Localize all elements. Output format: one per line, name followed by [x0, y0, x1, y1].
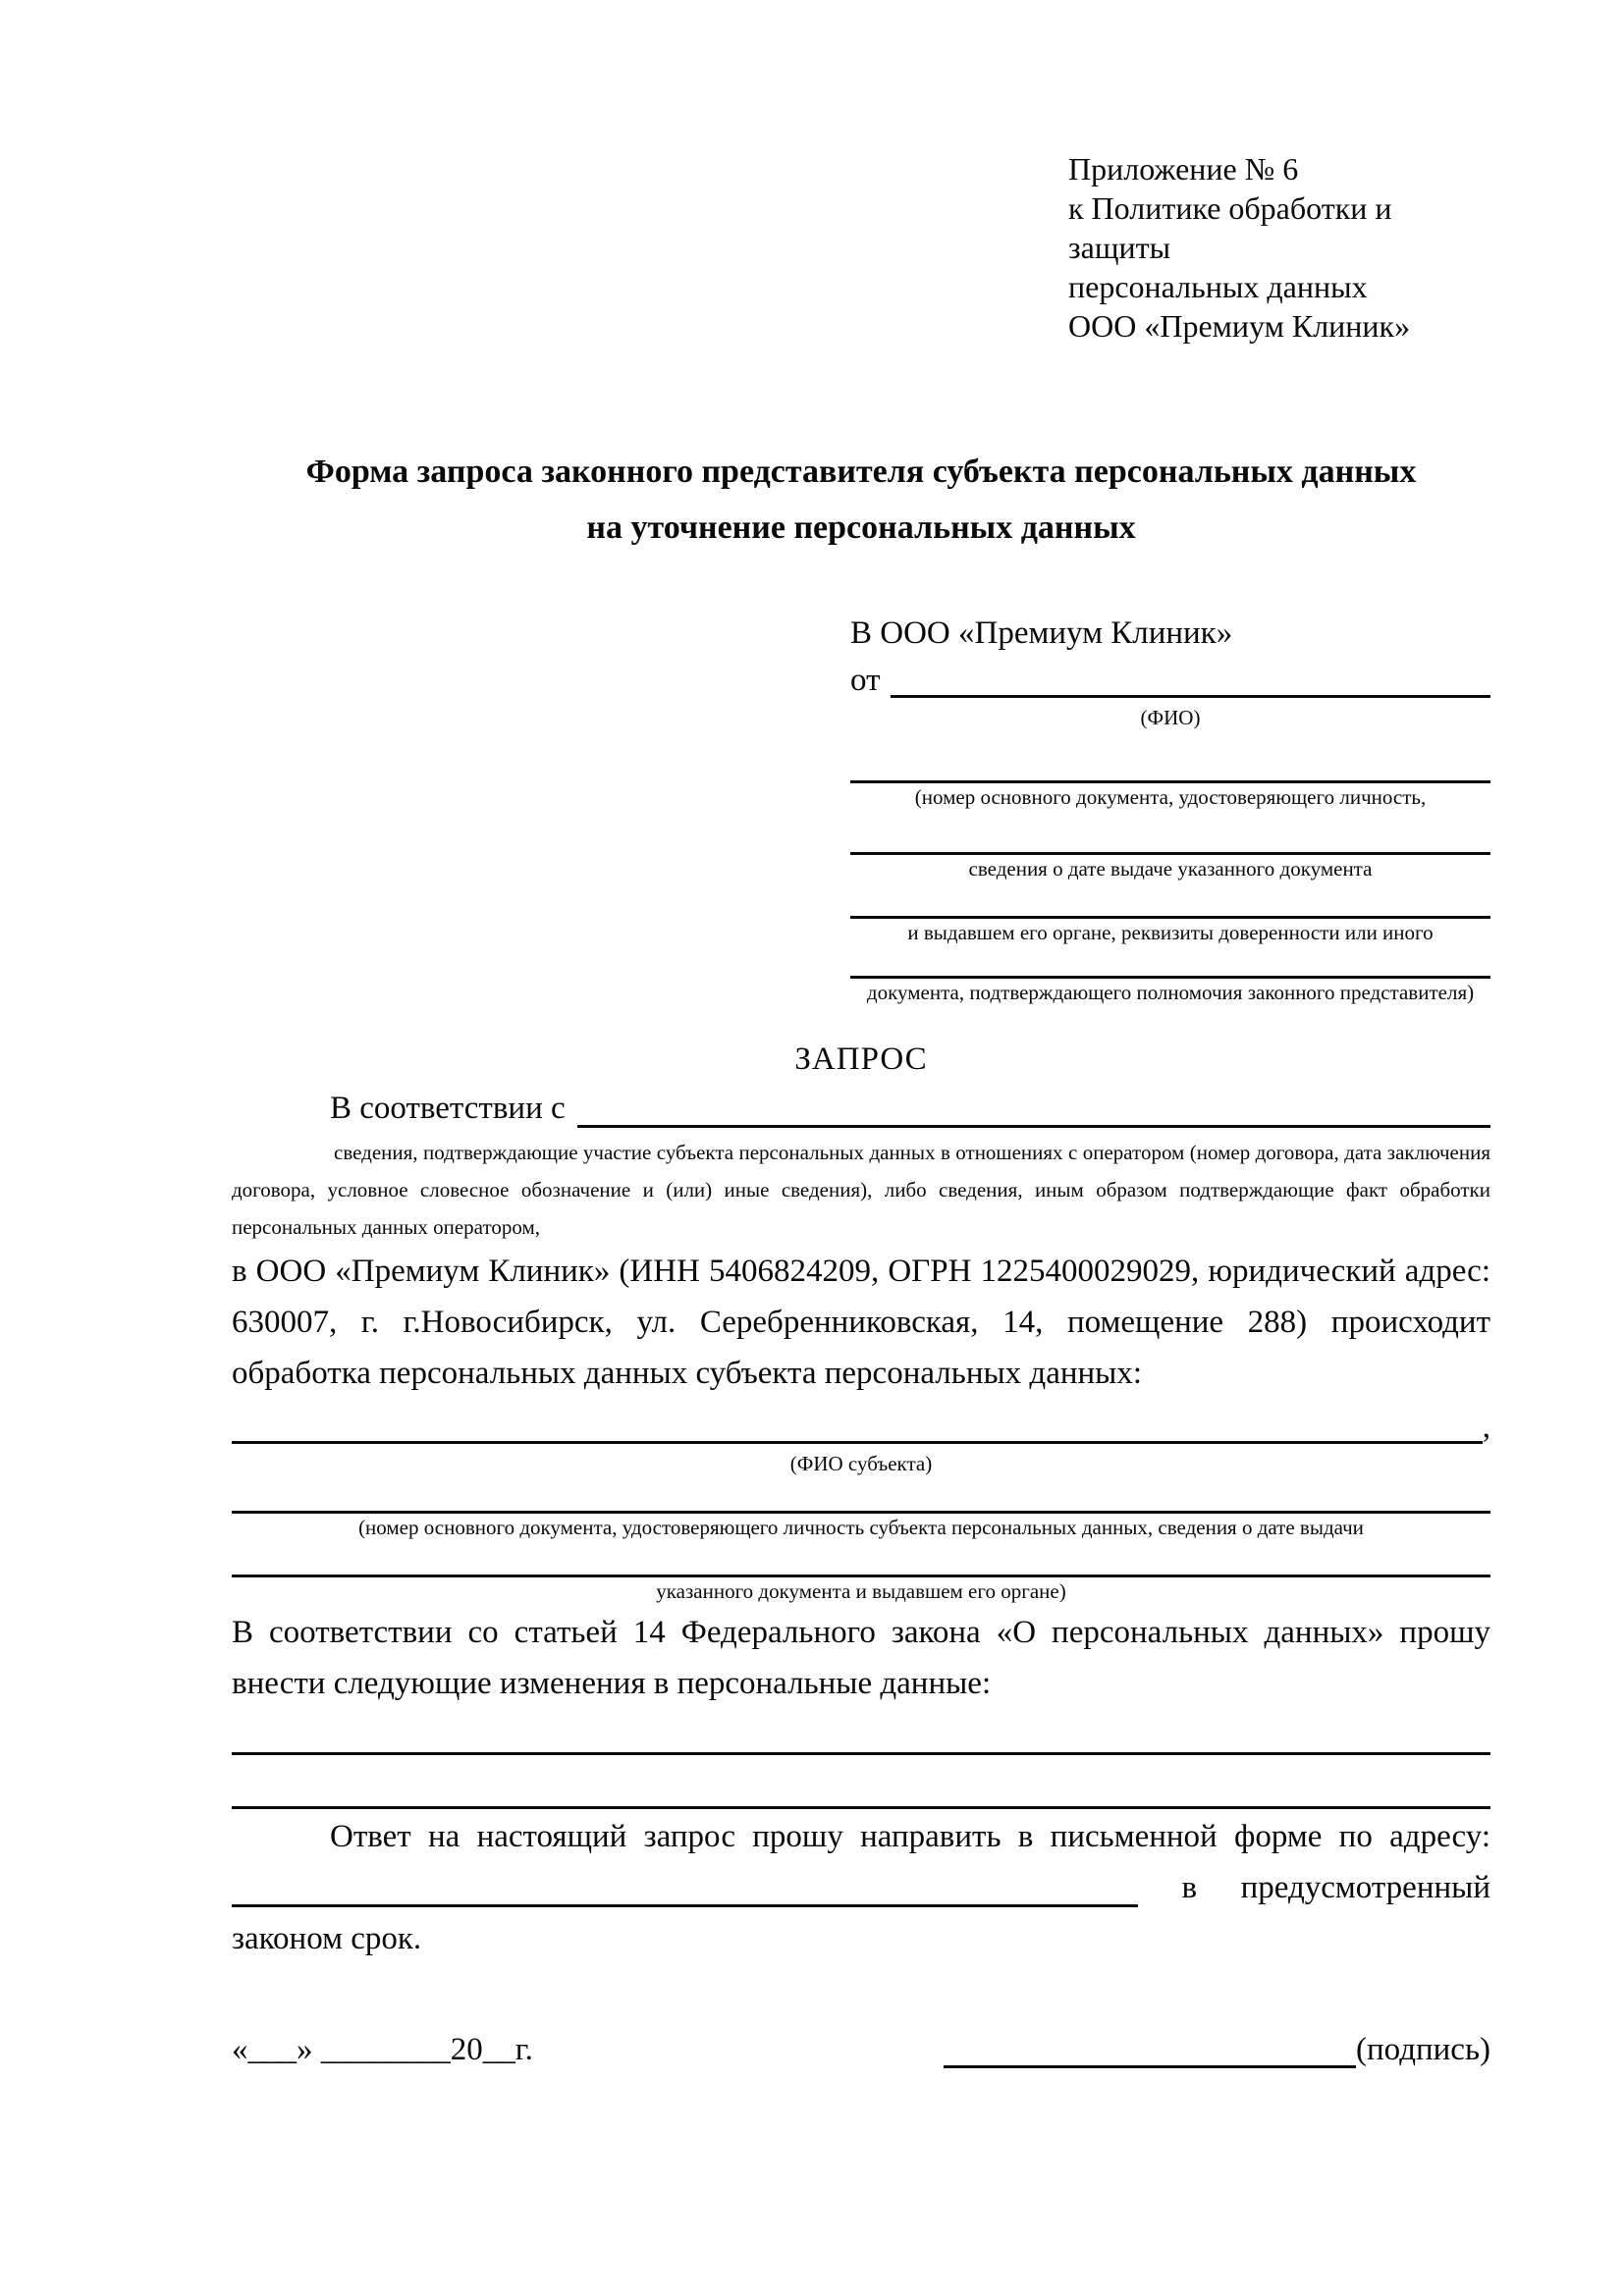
representative-doc-caption: сведения о дате выдаче указанного документа: [968, 857, 1373, 881]
paragraph-indent: [232, 1083, 330, 1134]
signature-fill-line: [944, 2025, 1356, 2068]
reply-sentence-end: законом срок.: [232, 1921, 422, 1956]
law-paragraph: В соответствии со статьей 14 Федерального закона «О персональных данных» прошу внести следующие изменения в персональные данные:: [232, 1615, 1490, 1701]
signature-row: [232, 2025, 1490, 2074]
subject-doc-caption: указанного документа и выдавшем его органе): [656, 1579, 1066, 1603]
annex-note: [1068, 149, 1490, 346]
addressee-block: [850, 610, 1490, 1006]
reply-sentence-start: Ответ на настоящий запрос прошу направить в письменной форме по адресу:: [330, 1819, 1490, 1854]
addressee-from-row: [850, 657, 1490, 704]
date-placeholder: «___» ________20__г.: [232, 2032, 533, 2067]
annex-note-line: Приложение № 6: [1068, 151, 1299, 187]
annex-note-line: персональных данных: [1068, 269, 1368, 304]
subject-fio-caption: (ФИО субъекта): [789, 1452, 933, 1475]
changes-fill-line: [232, 1806, 1490, 1809]
intro-fill-line: [577, 1083, 1490, 1128]
intro-label: В соответствии с: [330, 1091, 566, 1126]
trailing-comma: ,: [1482, 1410, 1490, 1445]
addressee-organization: В ООО «Премиум Клиник»: [850, 615, 1233, 651]
intro-caption: сведения, подтверждающие участие субъекта персональных данных в отношениях с оператором (номер договора, дата заключения договора, условное словесное обозначение и (или) иные сведения), либо сведения, иным образом подтверждающие факт обработки персональных данных оператором,: [232, 1141, 1490, 1239]
reply-word: в: [1181, 1870, 1198, 1905]
changes-fill-line: [232, 1752, 1490, 1755]
subject-fio-fill-line: [232, 1405, 1483, 1444]
representative-doc-caption: документа, подтверждающего полномочия законного представителя): [866, 981, 1475, 1004]
from-label: от: [850, 663, 881, 698]
reply-address-row: [232, 1862, 1490, 1913]
representative-doc-caption: и выдавшем его органе, реквизиты доверенности или иного: [907, 921, 1434, 944]
signature-caption: (подпись): [1356, 2032, 1490, 2067]
representative-doc-caption: (номер основного документа, удостоверяющего личность,: [914, 785, 1427, 809]
document-title: [232, 444, 1490, 556]
signature-area: [944, 2025, 1490, 2074]
subject-fio-row: [232, 1405, 1490, 1450]
subject-doc-caption: (номер основного документа, удостоверяющего личность субъекта персональных данных, сведения о дате выдачи: [358, 1516, 1364, 1539]
annex-note-line: ООО «Премиум Клиник»: [1068, 308, 1411, 344]
request-heading: ЗАПРОС: [794, 1041, 928, 1077]
document-title-line-1: Форма запроса законного представителя субъекта персональных данных: [305, 454, 1417, 490]
fio-caption: (ФИО): [1140, 706, 1201, 729]
document-title-line-2: на уточнение персональных данных: [586, 509, 1136, 546]
reply-word: предусмотренный: [1240, 1870, 1490, 1905]
annex-note-line: к Политике обработки и защиты: [1068, 190, 1392, 265]
reply-address-fill-line: [232, 1862, 1138, 1907]
operator-paragraph: в ООО «Премиум Клиник» (ИНН 5406824209, ОГРН 1225400029029, юридический адрес: 630007, г. г.Новосибирск, ул. Серебренниковская, 14, помещение 288) происходит обработка персональных данных субъекта персональных данных:: [232, 1254, 1490, 1391]
request-intro-row: [232, 1083, 1490, 1134]
from-fill-line: [891, 657, 1491, 698]
